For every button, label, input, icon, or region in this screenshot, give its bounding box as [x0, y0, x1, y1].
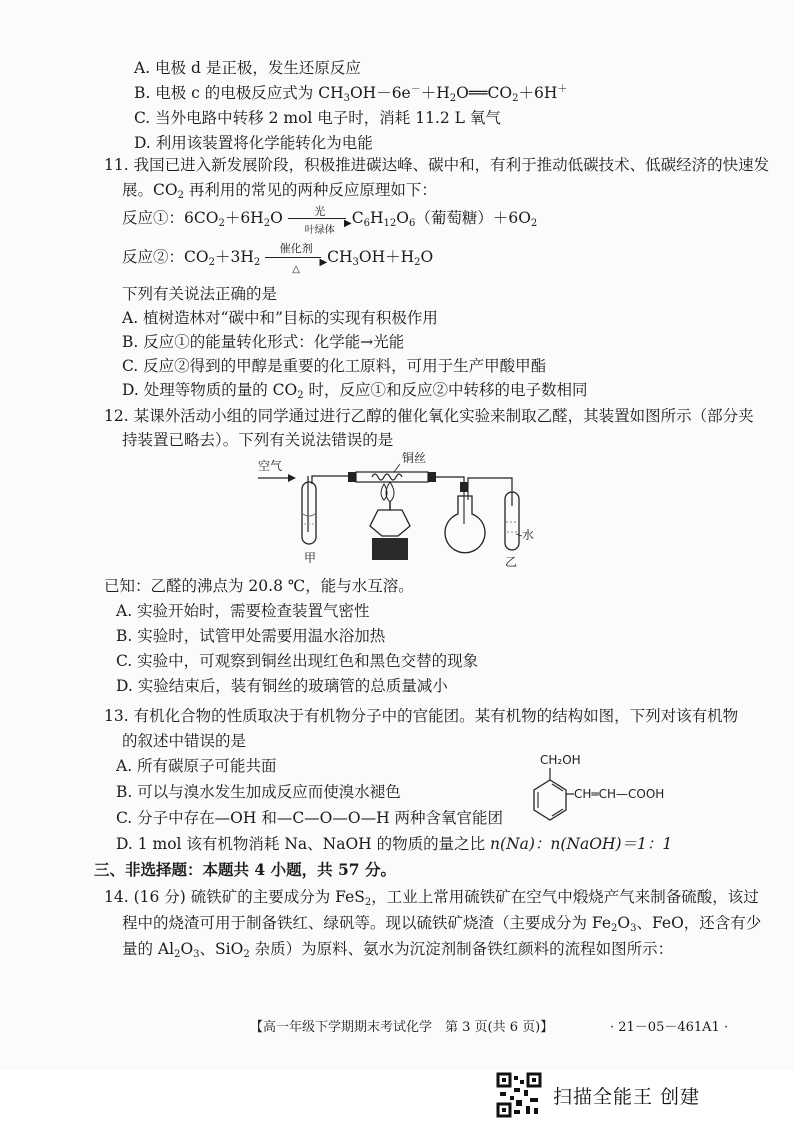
q11-ask: 下列有关说法正确的是 [122, 285, 278, 303]
flask [445, 482, 485, 553]
label-copper-wire: 铜丝 [402, 452, 427, 465]
q11-option-a: A. 植树造林对“碳中和”目标的实现有积极作用 [122, 309, 438, 327]
q13-stem-line2: 的叙述中错误的是 [122, 732, 247, 750]
q12-option-a: A. 实验开始时，需要检查装置气密性 [116, 602, 370, 620]
q11-option-c: C. 反应②得到的甲醇是重要的化工原料，可用于生产甲酸甲酯 [122, 357, 547, 375]
glass-tube-copper [356, 472, 428, 482]
label-side-chain: CH═CH—COOH [574, 787, 665, 801]
reaction-arrow-1: 光 ▶ 叶绿体 [288, 208, 352, 228]
q12-known: 已知：乙醛的沸点为 20.8 ℃，能与水互溶。 [104, 577, 414, 595]
benzene-ring [534, 780, 566, 820]
section-3-heading: 三、非选择题：本题共 4 小题，共 57 分。 [94, 860, 396, 879]
q11-stem-line1: 11. 我国已进入新发展阶段，积极推进碳达峰、碳中和，有利于推动低碳技术、低碳经济的快速发 [104, 156, 770, 174]
q10-option-b: B. 电极 c 的电极反应式为 $CH_3OH-6e^-+H_2O══CO_2+6H^+$ [134, 84, 568, 104]
reaction-arrow-2: 催化剂 ▶ △ [265, 247, 327, 267]
q14-line1: 14. (16 分) 硫铁矿的主要成分为 FeS$_2$，工业上常用硫铁矿在空气中煅烧产气来制备硫酸，该过 [104, 888, 759, 908]
qr-code-icon [496, 1072, 542, 1118]
label-water: 水 [522, 528, 535, 542]
q11-option-b: B. 反应①的能量转化形式：化学能→光能 [122, 333, 405, 351]
q13-option-c: C. 分子中存在—OH 和—C—O—O—H 两种含氧官能团 [116, 809, 504, 827]
label-ch2oh: CH₂OH [540, 753, 581, 767]
q13-option-a: A. 所有碳原子可能共面 [116, 757, 277, 775]
q12-stem-line1: 12. 某课外活动小组的同学通过进行乙醇的催化氧化实验来制取乙醛，其装置如图所示（部分夹 [104, 407, 754, 425]
q12-option-c: C. 实验中，可观察到铜丝出现红色和黑色交替的现象 [116, 652, 479, 670]
q13-stem-line1: 13. 有机化合物的性质取决于有机物分子中的官能团。某有机物的结构如图，下列对该有机物 [104, 707, 739, 725]
apparatus-diagram [250, 452, 560, 572]
test-tube-jia [302, 476, 316, 544]
footer-code: · 21－05－461A1 · [610, 1020, 729, 1035]
rubber-joint-right [428, 472, 436, 482]
q12-option-d: D. 实验结束后，装有铜丝的玻璃管的总质量减小 [116, 677, 448, 695]
q12-option-b: B. 实验时，试管甲处需要用温水浴加热 [116, 627, 386, 645]
air-arrow [258, 474, 296, 482]
q14-line3: 量的 $Al_2O_3$、SiO$_2$ 杂质）为原料、氨水为沉淀剂制备铁红颜料的流程如图所示： [122, 940, 674, 960]
label-yi: 乙 [505, 555, 518, 569]
alcohol-burner [370, 482, 410, 560]
q10-option-d: D. 利用该装置将化学能转化为电能 [134, 134, 373, 152]
structural-formula [516, 752, 706, 832]
rubber-joint-left [348, 472, 356, 482]
q10-option-c: C. 当外电路中转移 2 mol 电子时，消耗 11.2 L 氧气 [134, 109, 501, 127]
scanner-watermark-bar [0, 1070, 794, 1124]
scanner-watermark-text: 扫描全能王 创建 [553, 1086, 701, 1108]
q12-stem-line2: 持装置已略去）。下列有关说法错误的是 [122, 431, 394, 449]
q11-reaction-1: 反应①：$6CO_2+6H_2O$ 光 ▶ 叶绿体 $C_6H_{12}O_6$（葡萄糖）$+6O_2$ [122, 205, 538, 236]
q11-stem-line2: 展。$CO_2$ 再利用的常见的两种反应原理如下： [122, 181, 437, 201]
q11-option-d: D. 处理等物质的量的 $CO_2$ 时，反应①和反应②中转移的电子数相同 [122, 381, 588, 401]
q10-option-a: A. 电极 d 是正极，发生还原反应 [134, 59, 361, 77]
q13-option-b: B. 可以与溴水发生加成反应而使溴水褪色 [116, 783, 401, 801]
footer-page-info: 【高一年级下学期期末考试化学 第 3 页(共 6 页)】 [250, 1020, 554, 1035]
q11-reaction-2: 反应②：$CO_2+3H_2$ 催化剂 ▶ △ $CH_3OH+H_2O$ [122, 242, 434, 275]
q13-option-d: D. 1 mol 该有机物消耗 Na、NaOH 的物质的量之比 n(Na)：n(NaOH)＝1：1 [116, 835, 673, 853]
label-air: 空气 [258, 459, 283, 473]
q14-line2: 程中的烧渣可用于制备铁红、绿矾等。现以硫铁矿烧渣（主要成分为 $Fe_2O_3$、FeO，还含有少 [122, 914, 762, 934]
label-jia: 甲 [304, 551, 317, 565]
